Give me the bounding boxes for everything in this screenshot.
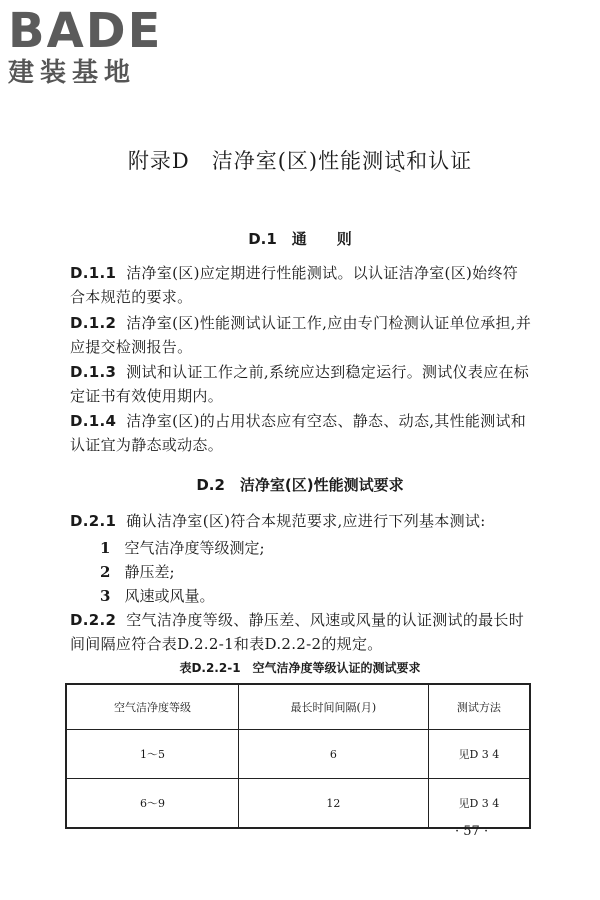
clause-number: D.1.1 [70, 264, 117, 282]
table-cell: 6 [238, 730, 428, 779]
clause-d-1-4 [70, 410, 533, 457]
test-requirements-table [65, 683, 531, 829]
clause-number: D.2.2 [70, 611, 117, 629]
appendix-title: 附录D 洁净室(区)性能测试和认证 [127, 149, 473, 173]
table-header-row [66, 684, 530, 730]
table-cell: 1～5 [66, 730, 238, 779]
clause-d-1-3 [70, 361, 533, 408]
page-number: · 57 · [455, 824, 489, 839]
clause-d-1-2 [70, 312, 533, 359]
table-cell: 见D 3 4 [428, 730, 530, 779]
clause-d-1-1 [70, 262, 533, 309]
table-row [66, 730, 530, 779]
clause-number: D.1.2 [70, 314, 117, 332]
clause-d-2-1 [70, 510, 533, 534]
clause-number: D.1.3 [70, 363, 117, 381]
table-caption: 表D.2.2-1 空气洁净度等级认证的测试要求 [179, 661, 421, 675]
clause-d-2-2 [70, 609, 533, 656]
header-test-method: 测试方法 [428, 684, 530, 730]
list-item-text: 空气洁净度等级测定; [124, 539, 265, 557]
list-item-number: 1 [100, 539, 111, 557]
clause-number: D.1.4 [70, 412, 117, 430]
header-cleanliness-class: 空气洁净度等级 [66, 684, 238, 730]
section-heading-d2: D.2 洁净室(区)性能测试要求 [196, 476, 404, 494]
section-heading-d1: D.1 通 则 [248, 230, 352, 248]
table-cell: 12 [238, 779, 428, 829]
clause-number: D.2.1 [70, 512, 117, 530]
list-item-number: 2 [100, 563, 111, 581]
list-item [100, 537, 265, 559]
table-cell: 6～9 [66, 779, 238, 829]
list-item-text: 风速或风量。 [124, 587, 215, 605]
list-item-text: 静压差; [124, 563, 175, 581]
clause-text: 洁净室(区)的占用状态应有空态、静态、动态,其性能测试和认证宜为静态或动态。 [70, 412, 527, 454]
list-item-number: 3 [100, 587, 111, 605]
logo-subtitle: 建装基地 [8, 58, 137, 88]
logo-wordmark: BADE [8, 3, 163, 59]
header-max-interval: 最长时间间隔(月) [238, 684, 428, 730]
bade-logo [8, 3, 178, 90]
clause-text: 洁净室(区)应定期进行性能测试。以认证洁净室(区)始终符合本规范的要求。 [70, 264, 519, 306]
clause-text: 确认洁净室(区)符合本规范要求,应进行下列基本测试: [126, 512, 486, 530]
list-item [100, 585, 214, 607]
table-cell: 见D 3 4 [428, 779, 530, 829]
clause-text: 空气洁净度等级、静压差、风速或风量的认证测试的最长时间间隔应符合表D.2.2-1和表D.2.2-2的规定。 [70, 611, 525, 653]
table-row [66, 779, 530, 829]
clause-text: 洁净室(区)性能测试认证工作,应由专门检测认证单位承担,并应提交检测报告。 [70, 314, 532, 356]
list-item [100, 561, 175, 583]
clause-text: 测试和认证工作之前,系统应达到稳定运行。测试仪表应在标定证书有效使用期内。 [70, 363, 530, 405]
